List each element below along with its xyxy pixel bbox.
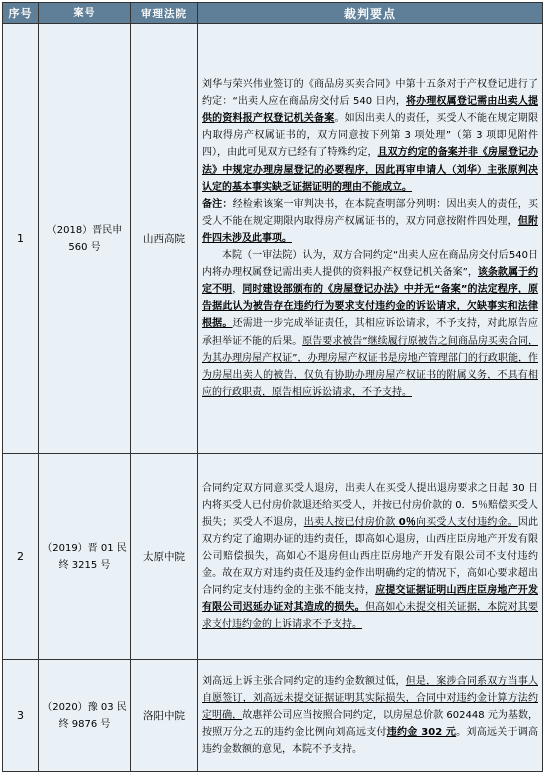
- emphasized-text: 但高如心未提交相关证据，本院对其要求支付违约金的上诉请求不予支持。: [202, 602, 538, 631]
- header-main: 裁判要点: [198, 3, 543, 24]
- row-main-points: [198, 24, 543, 454]
- main-paragraph: [202, 480, 538, 634]
- header-no: 序号: [3, 3, 39, 24]
- text-run: 因此双方约定了逾期办证的违约责任，即高如心退房，山西庄臣房地产开发有限公司赔偿损失，高如心不退房但山西庄臣房地产开发有限公司不支付违约金。故在双方对违约责任及违约金作出明确约定的情况下，高如心要求超出合同约定支付违约金的主张不能支持，: [202, 516, 539, 597]
- emphasized-text: 但是，案涉合同系双方当事人自愿签订，刘高远未提交证据证明其实际损失，合同中对违约金计算方法约定明确，: [202, 675, 538, 721]
- row-no: 2: [3, 454, 39, 660]
- judgment-table: [2, 2, 543, 772]
- emphasized-text: 但附件四未涉及此事项。: [202, 215, 538, 244]
- table-header-row: [3, 3, 543, 24]
- text-run: 出卖人按已付房价款: [303, 516, 399, 528]
- table-row: [3, 454, 543, 660]
- row-main-points: [198, 454, 543, 660]
- table-row: [3, 660, 543, 772]
- row-case-number: （2020）豫 03 民终 9876 号: [39, 660, 131, 772]
- emphasized-text: 原告要求被告“继续履行原被告之间商品房买卖合同，为其办理房屋产权证”，办理房屋产权证书是房地产管理部门的行政职能，作为房屋出卖人的被告，仅负有协助办理房屋产权证书的附属义务，不具有相应的行政职责，原告相应诉讼请求，不予支持。: [202, 335, 538, 398]
- text-run: 还需进一步完成举证责任，其相应诉讼请求，不予支持，对此原告应承担举证不能的后果。: [202, 318, 538, 347]
- text-run: 本院（一审法院）认为，双方合同约定“出卖人应在商品房交付后540日内将办理权属登记需出卖人提供的资料报产权登记机关备案”，: [202, 250, 538, 279]
- text-run: ，: [232, 284, 243, 296]
- emphasized-text: 该条款属于约定不明: [202, 267, 538, 296]
- emphasized-text: 同时建设部颁布的《房屋登记办法》中并无“备案”的法定程序，原告据此认为被告存在违约行为要求支付违约金的诉讼请求，欠缺事实和法律根据。: [202, 284, 539, 330]
- row-main-points: [198, 660, 543, 772]
- row-court: 太原中院: [131, 454, 198, 660]
- row-no: 1: [3, 24, 39, 454]
- text-run: 。如因出卖人的责任，买受人不能在规定期限内取得房产权属证书的，双方同意按下列第 3 项处理”（第 3 项即见附件四），由此可见双方已经有了特殊约定，: [202, 113, 538, 159]
- remark-paragraph: [202, 196, 538, 247]
- row-court: 洛阳中院: [131, 660, 198, 772]
- emphasized-text: 且双方约定的备案并非《房屋登记办法》中规定办理房屋登记的必要程序，因此再审申请人（刘华）主张原判决认定的基本事实缺乏证据证明的理由不能成立。: [202, 147, 539, 193]
- row-case-number: （2019）晋 01 民终 3215 号: [39, 454, 131, 660]
- text-run: 向买受人支付违约金。: [416, 516, 518, 528]
- text-run: 。刘高远关于调高违约金数额的意见，本院不予支持。: [202, 727, 539, 756]
- text-run: 刘华与荣兴伟业签订的《商品房买卖合同》中第十五条对于产权登记进行了约定：“出卖人应在商品房交付后 540 日内，: [202, 79, 538, 108]
- emphasized-text: 应提交证据证明山西庄臣房地产开发有限公司迟延办证对其造成的损失。: [202, 585, 538, 614]
- header-case: 案号: [39, 3, 131, 24]
- first-instance-paragraph: [202, 247, 538, 401]
- text-run: 经检索该案一审判决书，在本院查明部分列明：因出卖人的责任，买受人不能在规定期限内取得房产权属证书的，双方同意按附件四处理，: [202, 198, 538, 227]
- main-paragraph: [202, 673, 538, 758]
- text-run: 合同约定双方同意买受人退房，出卖人在买受人提出退房要求之日起 30 日内将买受人已付房价款退还给买受人，并按已付房价款的 0．5％赔偿买受人损失；买受人不退房，: [202, 482, 538, 528]
- emphasized-text: 将办理权属登记需由出卖人提供的资料报产权登记机关备案: [202, 96, 538, 125]
- header-court: 审理法院: [131, 3, 198, 24]
- row-court: 山西高院: [131, 24, 198, 454]
- main-paragraph: [202, 76, 538, 196]
- text-run: 刘高远上诉主张合同约定的违约金数额过低，: [202, 675, 406, 687]
- emphasized-text: 0％: [398, 516, 417, 528]
- text-run: 故惠祥公司应当按照合同约定，以房屋总价款 602448 元为基数，按照万分之五的违约金比例向刘高远支付: [202, 709, 539, 739]
- emphasized-text: 备注：: [202, 198, 233, 210]
- emphasized-text: 违约金 302 元: [386, 727, 457, 739]
- table-row: [3, 24, 543, 454]
- emphasized-text: [304, 517, 518, 528]
- row-case-number: （2018）晋民申 560 号: [39, 24, 131, 454]
- row-no: 3: [3, 660, 39, 772]
